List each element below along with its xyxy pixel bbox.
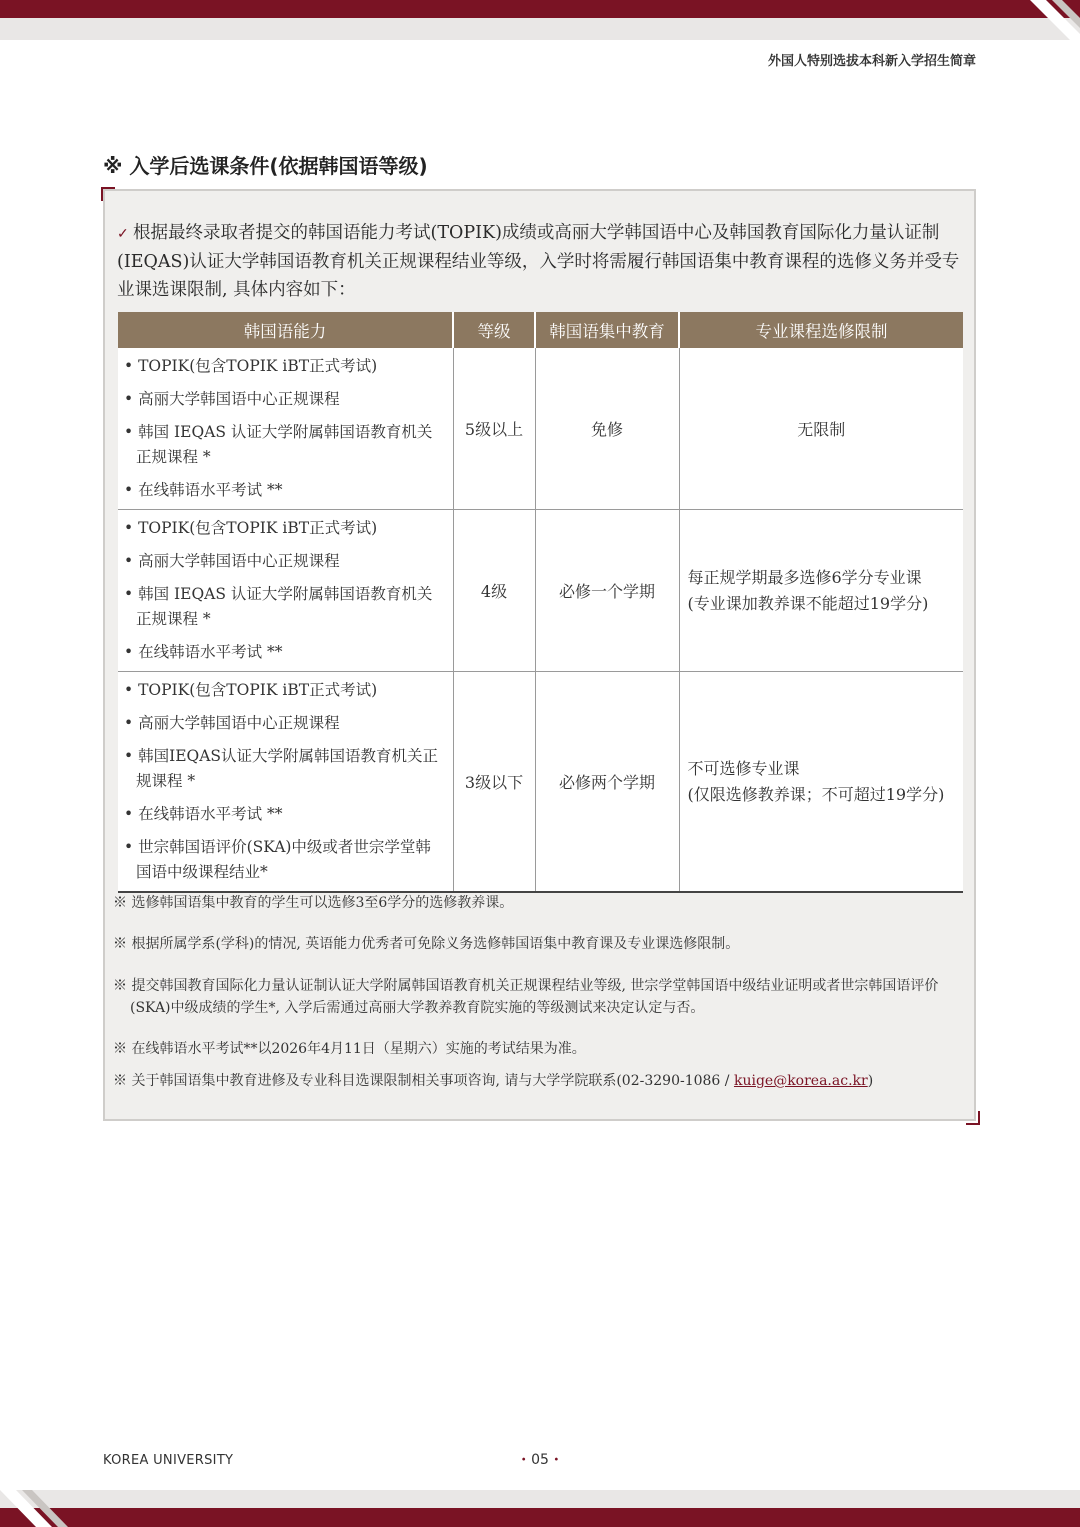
document-title: 外国人特别选拔本科新入学招生简章 bbox=[767, 54, 976, 69]
table-row bbox=[118, 510, 963, 672]
table-row bbox=[118, 348, 963, 510]
header-restriction: 专业课程选修限制 bbox=[679, 312, 963, 348]
corner-bracket-bottom-right bbox=[966, 1111, 980, 1125]
list-item: • TOPIK(包含TOPIK iBT正式考试) bbox=[124, 357, 378, 375]
ability-cell bbox=[118, 510, 453, 672]
list-item: • 韩国 IEQAS 认证大学附属韩国语教育机关正规课程 * bbox=[124, 423, 433, 466]
level-cell: 5级以上 bbox=[453, 348, 535, 510]
top-banner-strip bbox=[0, 18, 1080, 40]
list-item: • 高丽大学韩国语中心正规课程 bbox=[124, 552, 340, 570]
ability-cell bbox=[118, 672, 453, 893]
footer-brand: KOREA UNIVERSITY bbox=[103, 1453, 234, 1468]
list-item: • 韩国IEQAS认证大学附属韩国语教育机关正规课程 * bbox=[124, 747, 439, 790]
level-cell: 3级以下 bbox=[453, 672, 535, 893]
header-ability: 韩国语能力 bbox=[118, 312, 453, 348]
table-header-row bbox=[118, 312, 963, 348]
bottom-banner-strip bbox=[0, 1490, 1080, 1508]
list-item: • 世宗韩国语评价(SKA)中级或者世宗学堂韩国语中级课程结业* bbox=[124, 838, 431, 881]
bottom-banner bbox=[0, 1508, 1080, 1527]
intro-text: 根据最终录取者提交的韩国语能力考试(TOPIK)成绩或高丽大学韩国语中心及韩国教育国际化力量认证制(IEQAS)认证大学韩国语教育机关正规课程结业等级，入学时将需履行韩国语集中教育课程的选修义务并受专业课选课限制, 具体内容如下： bbox=[117, 223, 960, 300]
list-item: • 高丽大学韩国语中心正规课程 bbox=[124, 390, 340, 408]
stripe-decoration-icon bbox=[970, 0, 1080, 40]
list-item: • 在线韩语水平考试 ** bbox=[124, 643, 283, 661]
list-item: • 高丽大学韩国语中心正规课程 bbox=[124, 714, 340, 732]
note-item: ※ 关于韩国语集中教育进修及专业科目选课限制相关事项咨询, 请与大学学院联系(02-3290-1086 / kuige@korea.ac.kr) bbox=[113, 1073, 874, 1089]
list-item: • TOPIK(包含TOPIK iBT正式考试) bbox=[124, 519, 378, 537]
section-heading: ※ 入学后选课条件(依据韩国语等级) bbox=[103, 154, 428, 178]
contact-email-link[interactable]: kuige@korea.ac.kr bbox=[733, 1073, 868, 1089]
intro-paragraph bbox=[117, 219, 962, 304]
ability-cell bbox=[118, 348, 453, 510]
page-number: • 05 • bbox=[520, 1452, 560, 1468]
restriction-cell: 无限制 bbox=[679, 348, 963, 510]
course-restriction-table bbox=[118, 312, 963, 893]
top-banner bbox=[0, 0, 1080, 18]
note-item: ※ 在线韩语水平考试**以2026年4月11日（星期六）实施的考试结果为准。 bbox=[113, 1041, 586, 1057]
intensive-cell: 免修 bbox=[535, 348, 679, 510]
bottom-stripe-decoration-icon bbox=[0, 1490, 110, 1527]
list-item: • 在线韩语水平考试 ** bbox=[124, 805, 283, 823]
checkmark-icon: ✓ bbox=[117, 226, 129, 242]
corner-bracket-top-left bbox=[101, 187, 115, 201]
list-item: • 韩国 IEQAS 认证大学附属韩国语教育机关正规课程 * bbox=[124, 585, 433, 628]
intensive-cell: 必修两个学期 bbox=[535, 672, 679, 893]
table-row bbox=[118, 672, 963, 893]
intensive-cell: 必修一个学期 bbox=[535, 510, 679, 672]
list-item: • 在线韩语水平考试 ** bbox=[124, 481, 283, 499]
header-level: 等级 bbox=[453, 312, 535, 348]
restriction-cell: 每正规学期最多选修6学分专业课 (专业课加教养课不能超过19学分) bbox=[679, 510, 963, 672]
header-intensive: 韩国语集中教育 bbox=[535, 312, 679, 348]
note-item: ※ 选修韩国语集中教育的学生可以选修3至6学分的选修教养课。 bbox=[113, 895, 514, 911]
note-item: ※ 提交韩国教育国际化力量认证制认证大学附属韩国语教育机关正规课程结业等级, 世宗学堂韩国语中级结业证明或者世宗韩国语评价(SKA)中级成绩的学生*, 入学后需通过高丽大学教养教育院实施的等级测试来决定认定与否。 bbox=[113, 978, 939, 1016]
restriction-cell: 不可选修专业课 (仅限选修教养课；不可超过19学分) bbox=[679, 672, 963, 893]
note-item: ※ 根据所属学系(学科)的情况, 英语能力优秀者可免除义务选修韩国语集中教育课及专业课选修限制。 bbox=[113, 936, 740, 952]
level-cell: 4级 bbox=[453, 510, 535, 672]
list-item: • TOPIK(包含TOPIK iBT正式考试) bbox=[124, 681, 378, 699]
